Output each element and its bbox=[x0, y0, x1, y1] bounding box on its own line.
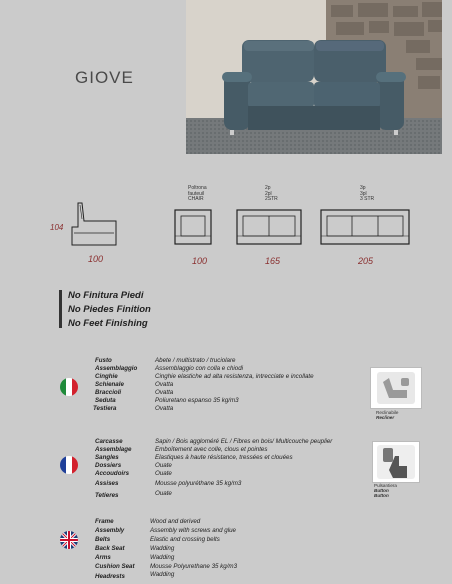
recliner-badge bbox=[370, 367, 422, 409]
chair-front-drawing bbox=[173, 208, 213, 246]
two-seat-front-drawing bbox=[235, 208, 303, 246]
recliner-icon bbox=[371, 368, 421, 408]
product-photo bbox=[186, 0, 442, 154]
two-seat-width-value: 165 bbox=[265, 256, 281, 266]
three-seat-width-value: 205 bbox=[358, 256, 374, 266]
depth-value: 100 bbox=[88, 254, 104, 264]
model-label-2str: 2p 2pl 2STR bbox=[265, 185, 278, 202]
button-caption: Pulsantiera Button Button bbox=[374, 483, 397, 498]
three-seat-front-drawing bbox=[319, 208, 411, 246]
uk-flag-icon bbox=[60, 531, 78, 549]
height-value: 104 bbox=[50, 223, 64, 232]
france-flag-icon bbox=[60, 456, 78, 474]
feet-note-fr: No Piedes Finition bbox=[68, 304, 151, 315]
italy-flag-icon bbox=[60, 378, 78, 396]
side-view-drawing bbox=[68, 201, 120, 247]
note-bar bbox=[59, 290, 62, 328]
product-title: GIOVE bbox=[75, 68, 134, 87]
feet-note-en: No Feet Finishing bbox=[68, 318, 148, 329]
hand-press-icon bbox=[373, 442, 419, 482]
model-label-3str: 3p 3pl 3 STR bbox=[360, 185, 375, 202]
catalog-page: GIOVE 104 100 Poltrona fauteuil CHAIR 100 2p 2pl 2STR 165 3p 3pl 3 STR 205 No Finitura Piedi No Piedes Finition No Feet Finishing Fusto Abete / multistrato / truciolare Assemblaggio Assemblaggio con colla e chiodi Cinghie Cinghie elastiche ad alta resistenza, intrecciate e incollate Schienale Ovatta Braccioli Ovatta Seduta Poliuretano espanso 35 kg/m3 Testiera Ovatta Reclinabile Recliner Carcasse Sapin / Bois aggloméré EL / Fibres en bois/ Multicouche peuplier Assemblage Emboîtement avec colle, clous et pointes Sangles Elastiques à haute résistance, tressées et clouées Dossiers Ouate Accoudoirs Ouate Assises Mousse polyuréthane 35 kg/m3 Tetieres Ouate Pulsantiera Button Button Frame Wood and derived Assembly Assembly with screws and glue Belts Elastic and crossing belts Back Seat Wadding Arms Wadding Cushion Seat Mousse Polyurethane 35 kg/m3 Headrests Wadding bbox=[0, 0, 452, 584]
feet-note-it: No Finitura Piedi bbox=[68, 290, 144, 301]
model-label-chair: Poltrona fauteuil CHAIR bbox=[188, 185, 207, 202]
recliner-caption: Reclinabile Recliner bbox=[376, 410, 399, 420]
button-badge bbox=[372, 441, 420, 483]
chair-width-value: 100 bbox=[192, 256, 208, 266]
